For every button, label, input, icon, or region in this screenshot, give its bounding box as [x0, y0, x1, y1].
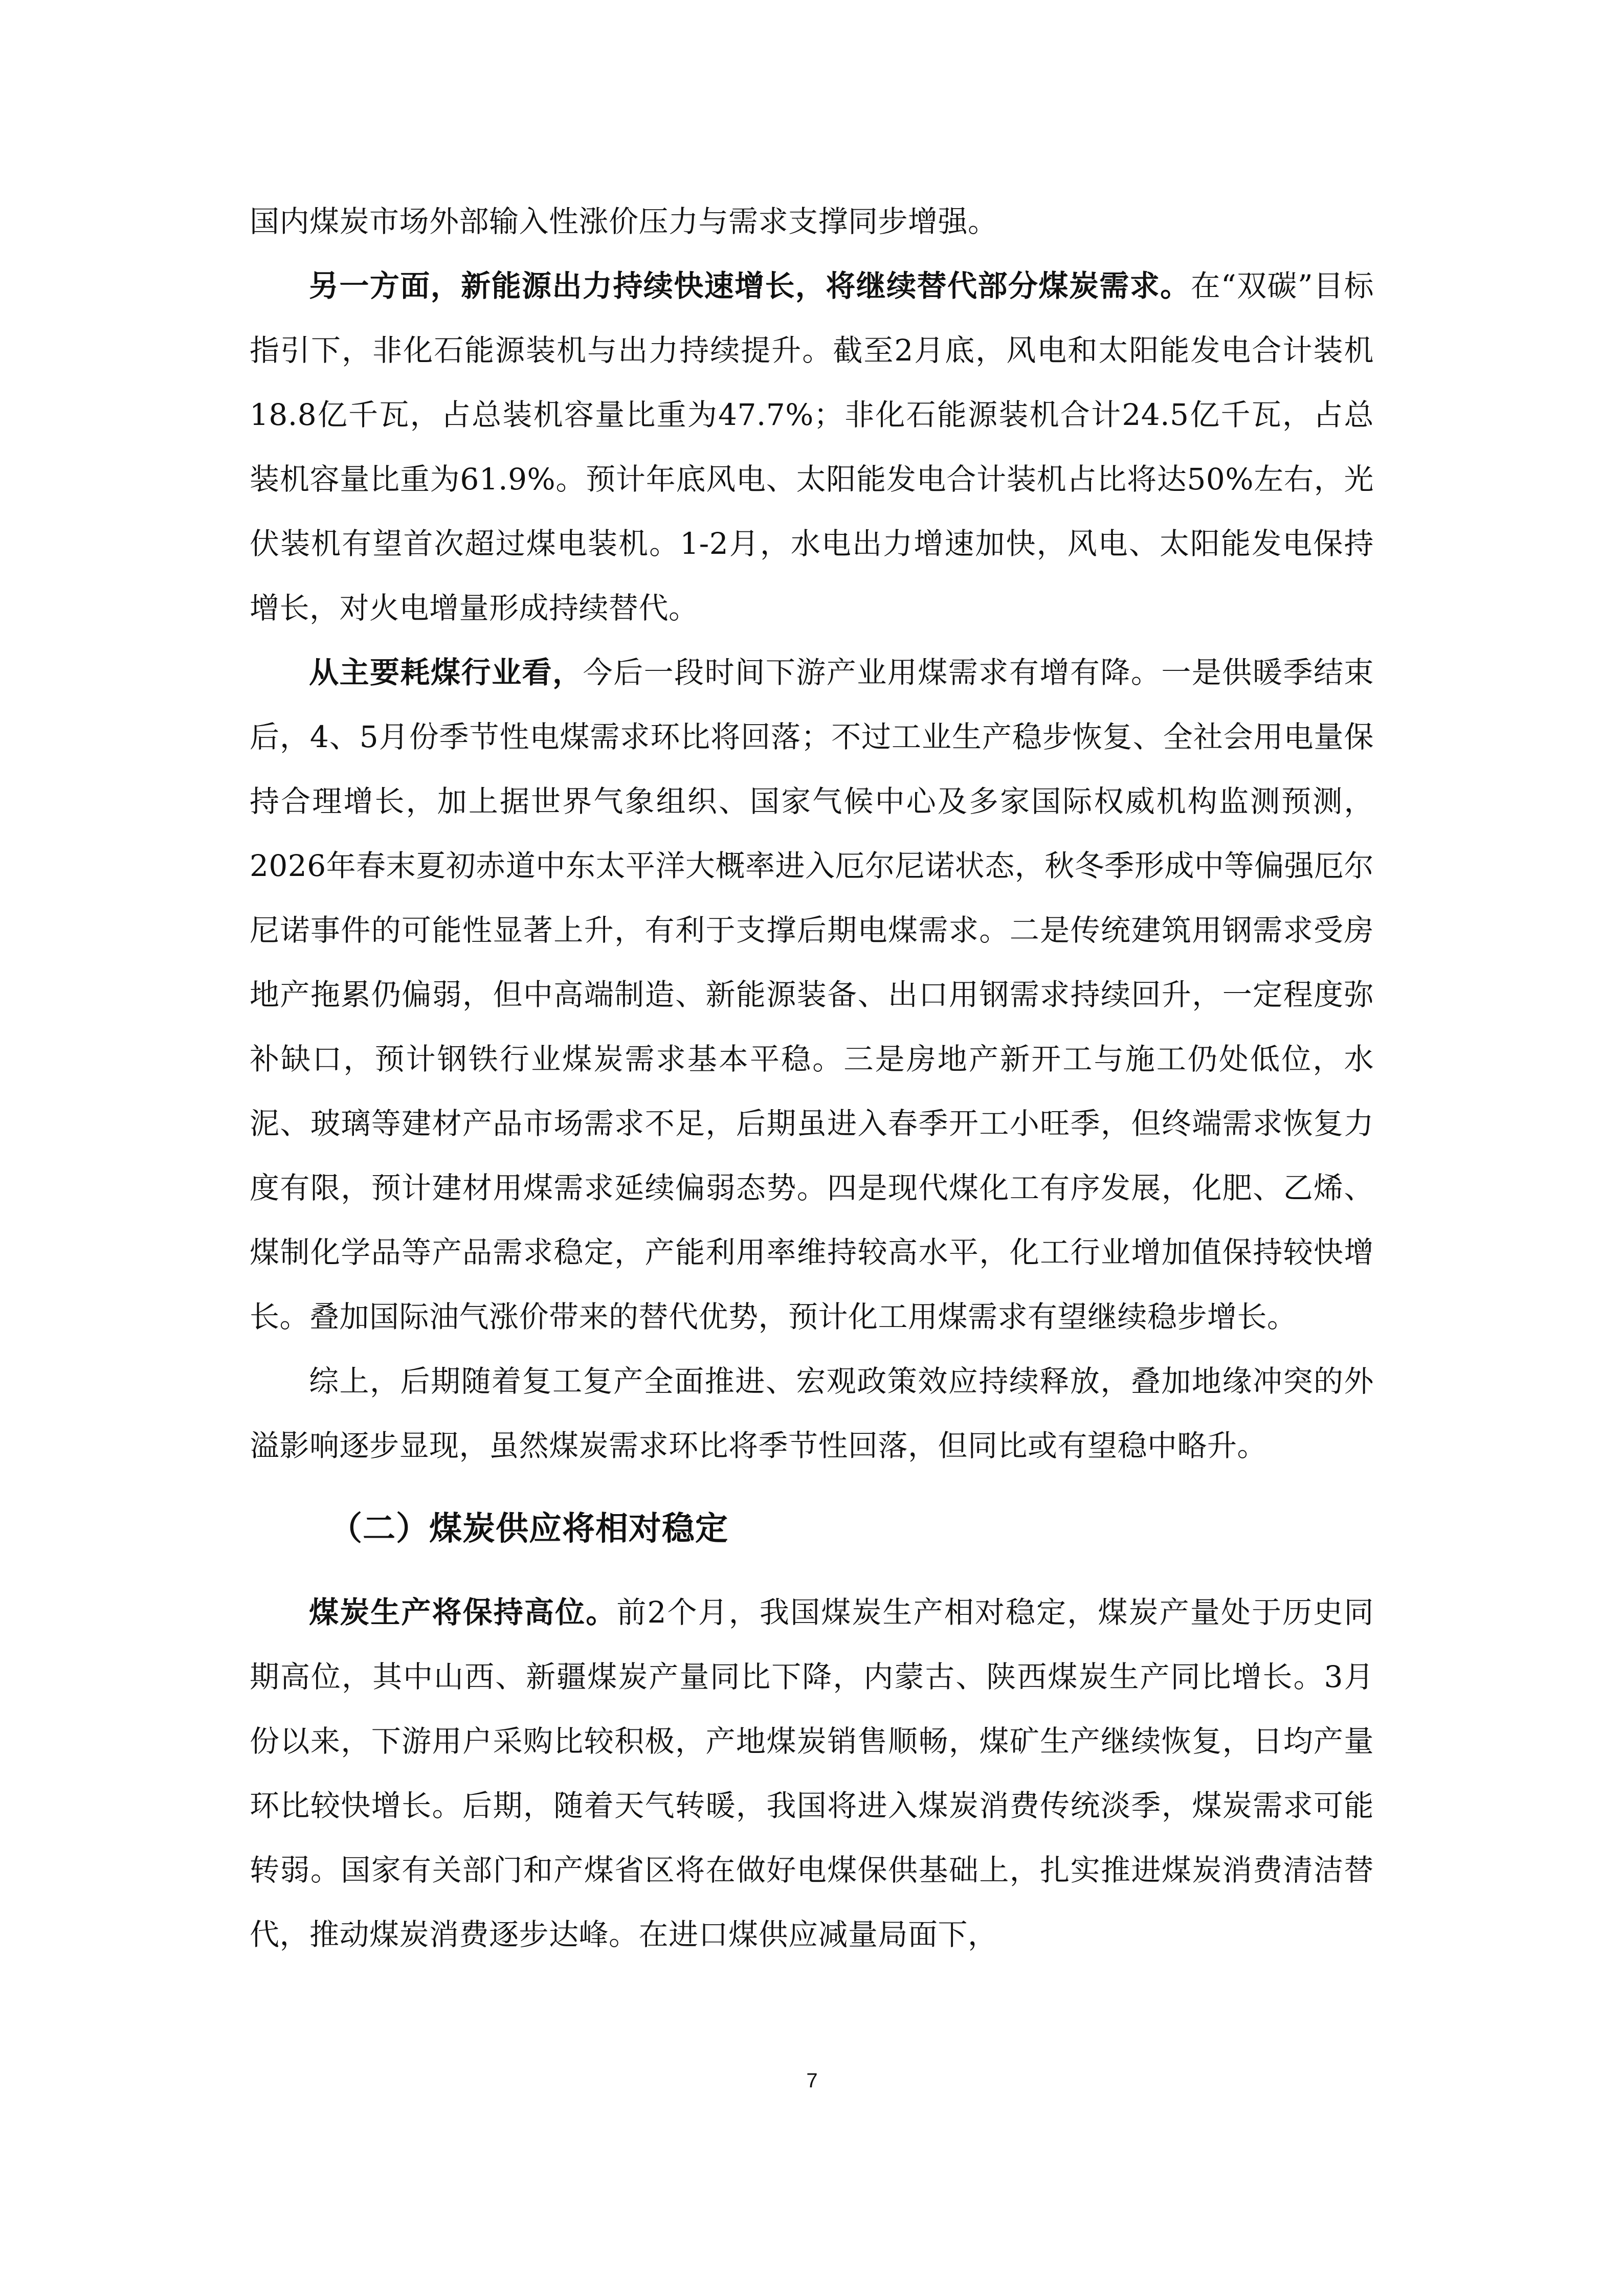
paragraph-new-energy	[250, 254, 1374, 640]
page-number: 7	[806, 2069, 818, 2092]
paragraph-text: 国内煤炭市场外部输入性涨价压力与需求支撑同步增强。	[250, 204, 998, 239]
paragraph-lead-sentence: 从主要耗煤行业看，	[309, 655, 583, 690]
paragraph-lead-sentence: 煤炭生产将保持高位。	[309, 1595, 617, 1630]
paragraph-text: 今后一段时间下游产业用煤需求有增有降。一是供暖季结束后，4、5月份季节性电煤需求环比将回落；不过工业生产稳步恢复、全社会用电量保持合理增长，加上据世界气象组织、国家气候中心及多家国际权威机构监测预测，2026年春末夏初赤道中东太平洋大概率进入厄尔尼诺状态，秋冬季形成中等偏强厄尔尼诺事件的可能性显著上升，有利于支撑后期电煤需求。二是传统建筑用钢需求受房地产拖累仍偏弱，但中高端制造、新能源装备、出口用钢需求持续回升，一定程度弥补缺口，预计钢铁行业煤炭需求基本平稳。三是房地产新开工与施工仍处低位，水泥、玻璃等建材产品市场需求不足，后期虽进入春季开工小旺季，但终端需求恢复力度有限，预计建材用煤需求延续偏弱态势。四是现代煤化工有序发展，化肥、乙烯、煤制化学品等产品需求稳定，产能利用率维持较高水平，化工行业增加值保持较快增长。叠加国际油气涨价带来的替代优势，预计化工用煤需求有望继续稳步增长。	[250, 655, 1374, 1334]
paragraph-industry-demand	[250, 640, 1374, 1349]
paragraph-text: 前2个月，我国煤炭生产相对稳定，煤炭产量处于历史同期高位，其中山西、新疆煤炭产量同比下降，内蒙古、陕西煤炭生产同比增长。3月份以来，下游用户采购比较积极，产地煤炭销售顺畅，煤矿生产继续恢复，日均产量环比较快增长。后期，随着天气转暖，我国将进入煤炭消费传统淡季，煤炭需求可能转弱。国家有关部门和产煤省区将在做好电煤保供基础上，扎实推进煤炭消费清洁替代，推动煤炭消费逐步达峰。在进口煤供应减量局面下，	[250, 1595, 1374, 1952]
paragraph-text: 综上，后期随着复工复产全面推进、宏观政策效应持续释放，叠加地缘冲突的外溢影响逐步显现，虽然煤炭需求环比将季节性回落，但同比或有望稳中略升。	[250, 1364, 1374, 1463]
paragraph-text: 在“双碳”目标指引下，非化石能源装机与出力持续提升。截至2月底，风电和太阳能发电合计装机18.8亿千瓦，占总装机容量比重为47.7%；非化石能源装机合计24.5亿千瓦，占总装机容量比重为61.9%。预计年底风电、太阳能发电合计装机占比将达50%左右，光伏装机有望首次超过煤电装机。1-2月，水电出力增速加快，风电、太阳能发电保持增长，对火电增量形成持续替代。	[250, 268, 1374, 625]
paragraph-coal-production	[250, 1580, 1374, 1967]
section-heading: （二）煤炭供应将相对稳定	[329, 1510, 728, 1548]
paragraph-continuation	[250, 189, 1374, 254]
paragraph-summary	[250, 1349, 1374, 1478]
paragraph-lead-sentence: 另一方面，新能源出力持续快速增长，将继续替代部分煤炭需求。	[309, 268, 1191, 303]
page-body	[250, 189, 1374, 1967]
